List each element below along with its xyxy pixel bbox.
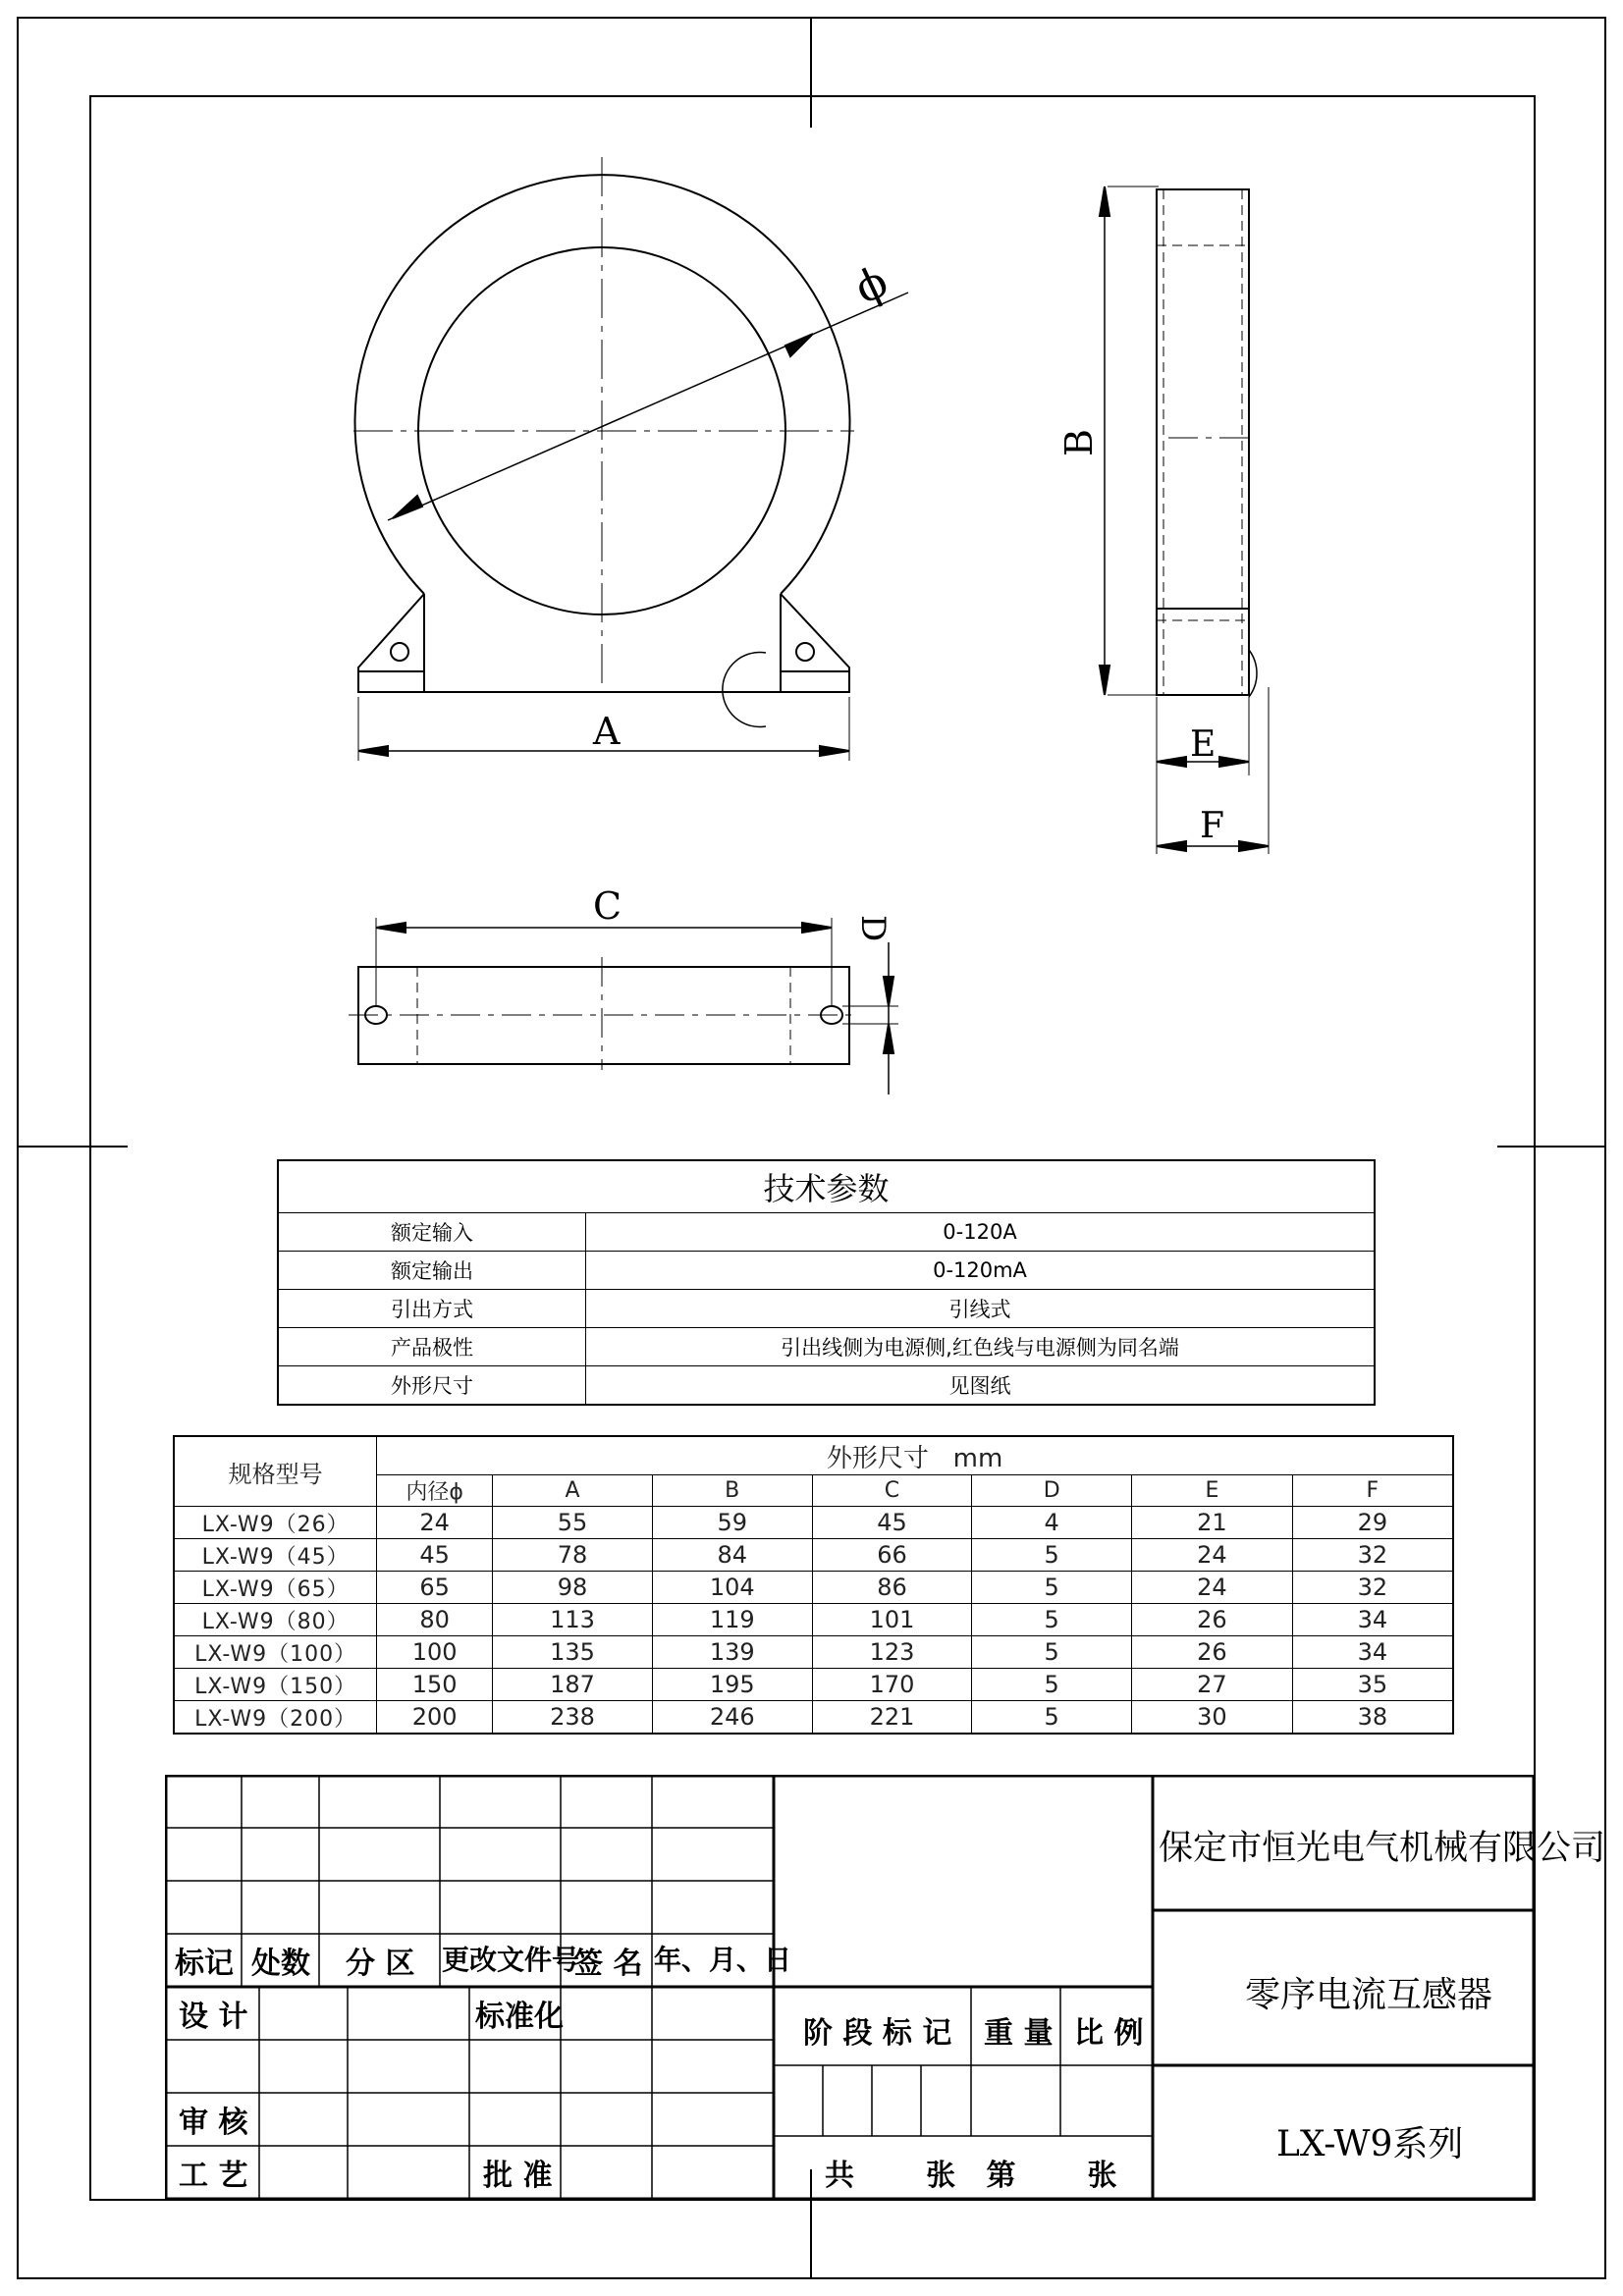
review-label: 审 核: [179, 2106, 248, 2140]
value-cell: 66: [812, 1539, 972, 1572]
value-cell: 5: [972, 1572, 1132, 1604]
rev-header-doc: 更改文件号: [442, 1944, 580, 1976]
column-header: C: [812, 1475, 972, 1507]
value-cell: 5: [972, 1669, 1132, 1701]
stage-mark-label: 阶 段 标 记: [803, 2016, 952, 2051]
tech-params-title: 技术参数: [278, 1160, 1375, 1213]
value-cell: 5: [972, 1701, 1132, 1735]
tech-params-table: [277, 1159, 1376, 1406]
value-cell: 187: [493, 1669, 653, 1701]
value-cell: 119: [652, 1604, 812, 1636]
value-cell: 84: [652, 1539, 812, 1572]
value-cell: 24: [1132, 1539, 1293, 1572]
table-row: [174, 1539, 1453, 1572]
value-cell: 80: [377, 1604, 493, 1636]
model-cell: LX-W9（65）: [174, 1572, 377, 1604]
column-header: B: [652, 1475, 812, 1507]
value-cell: 32: [1292, 1572, 1453, 1604]
label-phi: ϕ: [847, 256, 895, 314]
company-name: 保定市恒光电气机械有限公司: [1159, 1829, 1606, 1868]
column-header: E: [1132, 1475, 1293, 1507]
value-cell: 170: [812, 1669, 972, 1701]
value-cell: 24: [1132, 1572, 1293, 1604]
table-row: 引出方式 引线式: [278, 1290, 1375, 1328]
rev-header-count: 处数: [251, 1947, 310, 1981]
design-label: 设 计: [179, 2000, 248, 2034]
rev-header-mark: 标记: [175, 1947, 234, 1981]
rev-header-date: 年、月、日: [654, 1944, 792, 1976]
weight-label: 重 量: [984, 2016, 1054, 2051]
value-cell: 59: [652, 1507, 812, 1539]
table-row: [174, 1701, 1453, 1735]
table-row: [174, 1636, 1453, 1669]
value-cell: 221: [812, 1701, 972, 1735]
value-cell: 35: [1292, 1669, 1453, 1701]
value-cell: 29: [1292, 1507, 1453, 1539]
value-cell: 5: [972, 1604, 1132, 1636]
process-label: 工 艺: [179, 2159, 248, 2193]
label-B: B: [1057, 429, 1101, 456]
table-row: [174, 1572, 1453, 1604]
table-row: 外形尺寸 见图纸: [278, 1366, 1375, 1406]
value-cell: 26: [1132, 1636, 1293, 1669]
value-cell: 34: [1292, 1636, 1453, 1669]
value-cell: 113: [493, 1604, 653, 1636]
table-row: [174, 1669, 1453, 1701]
product-name: 零序电流互感器: [1245, 1975, 1493, 2015]
rev-header-zone: 分 区: [346, 1947, 415, 1981]
column-header: 内径ϕ: [377, 1475, 493, 1507]
front-view: [353, 157, 908, 761]
value-cell: 246: [652, 1701, 812, 1735]
value-cell: 5: [972, 1636, 1132, 1669]
scale-label: 比 例: [1074, 2016, 1144, 2051]
value-cell: 45: [377, 1539, 493, 1572]
title-block: [165, 1775, 1606, 2200]
value-cell: 38: [1292, 1701, 1453, 1735]
side-view: [1100, 187, 1269, 854]
value-cell: 5: [972, 1539, 1132, 1572]
value-cell: 98: [493, 1572, 653, 1604]
value-cell: 45: [812, 1507, 972, 1539]
value-cell: 65: [377, 1572, 493, 1604]
value-cell: 200: [377, 1701, 493, 1735]
value-cell: 123: [812, 1636, 972, 1669]
standardization-label: 标准化: [475, 2000, 564, 2034]
model-cell: LX-W9（150）: [174, 1669, 377, 1701]
model-cell: LX-W9（45）: [174, 1539, 377, 1572]
value-cell: 195: [652, 1669, 812, 1701]
value-cell: 100: [377, 1636, 493, 1669]
model-header: 规格型号: [174, 1436, 377, 1507]
label-A: A: [593, 710, 621, 753]
value-cell: 150: [377, 1669, 493, 1701]
value-cell: 21: [1132, 1507, 1293, 1539]
bottom-view: [349, 918, 898, 1095]
drawing-number: LX-W9系列: [1276, 2124, 1464, 2164]
table-row: [174, 1604, 1453, 1636]
value-cell: 55: [493, 1507, 653, 1539]
label-C: C: [593, 884, 622, 928]
value-cell: 34: [1292, 1604, 1453, 1636]
table-row: [174, 1507, 1453, 1539]
value-cell: 104: [652, 1572, 812, 1604]
value-cell: 86: [812, 1572, 972, 1604]
model-cell: LX-W9（80）: [174, 1604, 377, 1636]
value-cell: 30: [1132, 1701, 1293, 1735]
sheets-label: 共 张 第 张: [825, 2159, 1117, 2193]
dimensions-group-header: 外形尺寸 mm: [377, 1436, 1453, 1475]
model-cell: LX-W9（100）: [174, 1636, 377, 1669]
model-cell: LX-W9（200）: [174, 1701, 377, 1735]
value-cell: 238: [493, 1701, 653, 1735]
rev-header-sign: 签 名: [573, 1947, 643, 1981]
value-cell: 24: [377, 1507, 493, 1539]
value-cell: 27: [1132, 1669, 1293, 1701]
dimensions-table: [173, 1435, 1454, 1735]
value-cell: 139: [652, 1636, 812, 1669]
table-row: 额定输出 0-120mA: [278, 1252, 1375, 1290]
value-cell: 101: [812, 1604, 972, 1636]
value-cell: 78: [493, 1539, 653, 1572]
label-D: D: [853, 915, 893, 942]
column-header: F: [1292, 1475, 1453, 1507]
value-cell: 32: [1292, 1539, 1453, 1572]
label-F: F: [1200, 806, 1224, 846]
model-cell: LX-W9（26）: [174, 1507, 377, 1539]
column-header: A: [493, 1475, 653, 1507]
value-cell: 4: [972, 1507, 1132, 1539]
value-cell: 26: [1132, 1604, 1293, 1636]
table-row: 额定输入 0-120A: [278, 1213, 1375, 1252]
approve-label: 批 准: [483, 2159, 553, 2193]
label-E: E: [1190, 724, 1217, 765]
value-cell: 135: [493, 1636, 653, 1669]
table-row: 产品极性 引出线侧为电源侧,红色线与电源侧为同名端: [278, 1328, 1375, 1366]
column-header: D: [972, 1475, 1132, 1507]
